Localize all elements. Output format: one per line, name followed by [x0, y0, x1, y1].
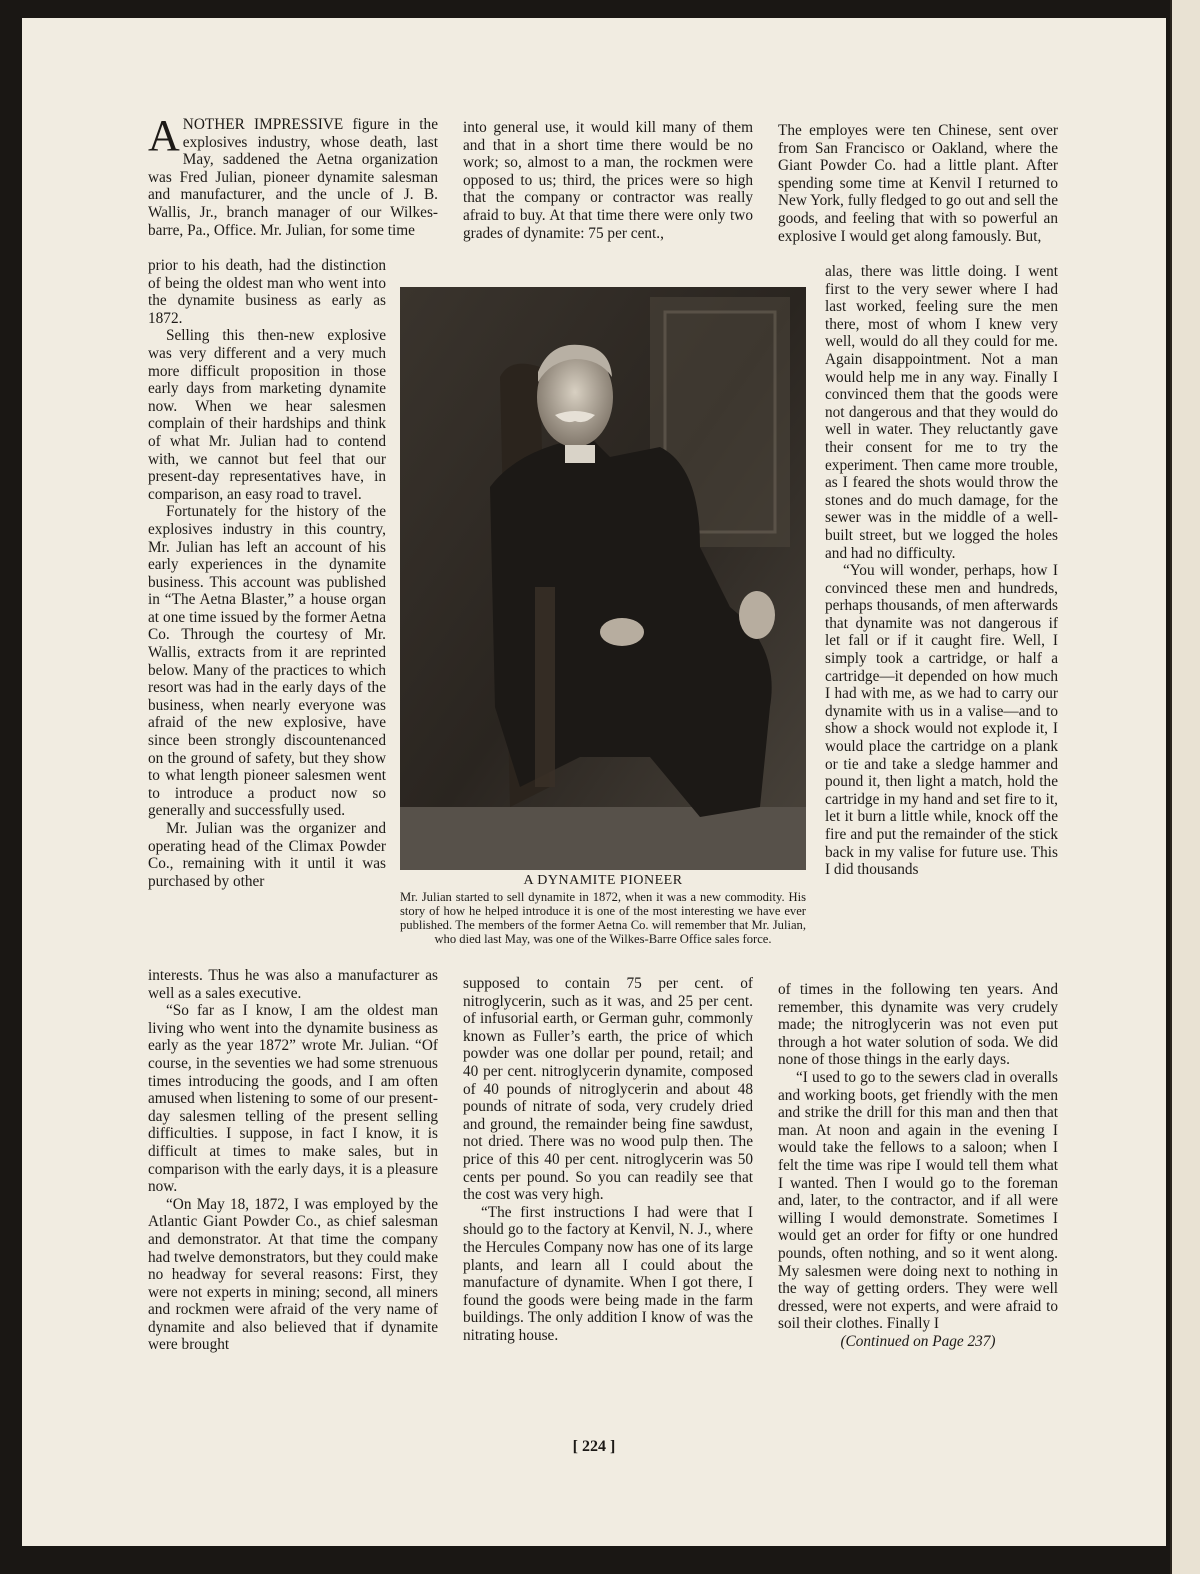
paragraph: NOTHER IMPRESSIVE figure in the explosives industry, whose death, last May, saddened the Aetna organization was Fred Julian, pioneer dynamite salesman and manufacturer, and the uncle of J. B. Wallis, Jr., branch manager of our Wilkes-barre, Pa., Office. Mr. Julian, for some time [148, 116, 438, 239]
column-1-top [148, 111, 438, 239]
photo-caption: Mr. Julian started to sell dynamite in 1872, when it was a new commodity. His story of how he helped introduce it is one of the most interesting we have ever published. The members of the former Aetna Co. will remember that Mr. Julian, who died last May, was one of the Wilkes-Barre Office sales force. [400, 890, 806, 946]
column-1-bottom [148, 967, 438, 1354]
paragraph: The employes were ten Chinese, sent over from San Francisco or Oakland, where the Giant Powder Co. had a little plant. After spending some time at Kenvil I returned to New York, fully fledged to go out and sell the goods, and feeling that with so powerful an explosive I would get along famously. But, [778, 122, 1058, 245]
magazine-page [22, 18, 1166, 1546]
paragraph: prior to his death, had the distinction of being the oldest man who went into the dynamite business as early as 1872. [148, 257, 386, 327]
paragraph: “I used to go to the sewers clad in overalls and working boots, get friendly with the men and strike the drill for this man and then that man. At noon and again in the evening I would take the fellows to a saloon; when I felt the time was ripe I would tell them what I wanted. Then I would go to the foreman and, later, to the contractor, and if all were willing I would demonstrate. Sometimes I would get an order for fifty or one hundred pounds, often nothing, and so it went along. My salesmen were doing next to nothing in the way of getting orders. They were well dressed, were not experts, and were afraid to soil their clothes. Finally I [778, 1068, 1058, 1333]
page-number: [ 224 ] [572, 1438, 616, 1455]
column-3-top [778, 122, 1058, 245]
paragraph: supposed to contain 75 per cent. of nitroglycerin, such as it was, and 25 per cent. of infusorial earth, or German guhr, commonly known as Fuller’s earth, the price of which powder was one dollar per pound, retail; and 40 per cent. nitroglycerin dynamite, composed of 40 pounds of nitroglycerin and about 48 pounds of nitrate of soda, very crudely dried and ground, the remainder being fine sawdust, not dried. There was no wood pulp then. The price of this 40 per cent. nitroglycerin was 50 cents per pound. So you can readily see that the cost was very high. [463, 975, 753, 1204]
column-1-middle [148, 257, 386, 890]
paragraph: interests. Thus he was also a manufacturer as well as a sales executive. [148, 967, 438, 1002]
paragraph: into general use, it would kill many of them and that in a short time there would be no work; so, almost to a man, the rockmen were opposed to us; third, the prices were so high that the company or contractor was really afraid to buy. At that time there were only two grades of dynamite: 75 per cent., [463, 119, 753, 242]
paragraph: “You will wonder, perhaps, how I convinced these men and hundreds, perhaps thousands, of men afterwards that dynamite was not dangerous if let fall or if it caught fire. Well, I simply took a cartridge, or half a cartridge—it depended on how much I had with me, as we had to carry our dynamite with us in a valise—and to show a shock would not explode it, I would place the cartridge on a plank or tie and take a sledge hammer and pound it, then light a match, hold the cartridge in my hand and set fire to it, let it burn a little while, knock off the fire and put the remainder of the stick back in my valise for future use. This I did thousands [825, 562, 1058, 879]
drop-cap: A [148, 111, 180, 160]
column-2-top [463, 119, 753, 242]
column-3-bottom [778, 981, 1058, 1350]
paragraph: Fortunately for the history of the explosives industry in this country, Mr. Julian has left an account of his early experiences in the dynamite business. This account was published in “The Aetna Blaster,” a house organ at one time issued by the former Aetna Co. Through the courtesy of Mr. Wallis, extracts from it are reprinted below. Many of the practices to which resort was had in the early days of the business, when nearly everyone was afraid of the new explosive, have since been strongly discountenanced on the ground of safety, but they show to what length pioneer salesmen went to introduce a product now so generally and successfully used. [148, 503, 386, 820]
paragraph: Mr. Julian was the organizer and operating head of the Climax Powder Co., remaining with it until it was purchased by other [148, 820, 386, 890]
column-3-middle [825, 263, 1058, 879]
adjacent-page-edge [1170, 0, 1200, 1574]
paragraph: “The first instructions I had were that I should go to the factory at Kenvil, N. J., where the Hercules Company now has one of its large plants, and learn all I could about the manufacture of dynamite. When I got there, I found the goods were being made in the farm buildings. The only addition I know of was the nitrating house. [463, 1203, 753, 1344]
paragraph: alas, there was little doing. I went first to the very sewer where I had last worked, feeling sure the men there, most of whom I knew very well, would do all they could for me. Again disappointment. Not a man would help me in any way. Finally I convinced them that the goods were not dangerous and that they would do well in water. They reluctantly gave their consent for me to try the experiment. Then came more trouble, as I feared the shots would throw the stones and do much damage, for the sewer was in the middle of a well-built street, but we logged the holes and had no difficulty. [825, 263, 1058, 562]
paragraph: “So far as I know, I am the oldest man living who went into the dynamite business as early as the year 1872” wrote Mr. Julian. “Of course, in the seventies we had some strenuous times introducing the goods, and I am often amused when listening to some of our present-day salesmen telling of the present selling difficulties. I suppose, in fact I know, it is difficult at times to make sales, but in comparison with the early days, it is a pleasure now. [148, 1002, 438, 1196]
paragraph: “On May 18, 1872, I was employed by the Atlantic Giant Powder Co., as chief salesman and demonstrator. At that time the company had twelve demonstrators, but they could make no headway for several reasons: First, they were not experts in mining; second, all miners and rockmen were afraid of the very name of dynamite and also believed that if dynamite were brought [148, 1195, 438, 1354]
continued-note: (Continued on Page 237) [840, 1332, 996, 1350]
photo-caption-title: A DYNAMITE PIONEER [523, 873, 683, 888]
portrait-photo [400, 287, 806, 870]
paragraph: Selling this then-new explosive was very different and a very much more difficult proposition in those early days from marketing dynamite now. When we hear salesmen complain of their hardships and think of what Mr. Julian had to contend with, we cannot but feel that our present-day representatives have, in comparison, an easy road to travel. [148, 327, 386, 503]
paragraph: of times in the following ten years. And remember, this dynamite was very crudely made; the nitroglycerin was not even put through a hot water solution of soda. We did none of those things in the early days. [778, 981, 1058, 1069]
column-2-bottom [463, 975, 753, 1344]
